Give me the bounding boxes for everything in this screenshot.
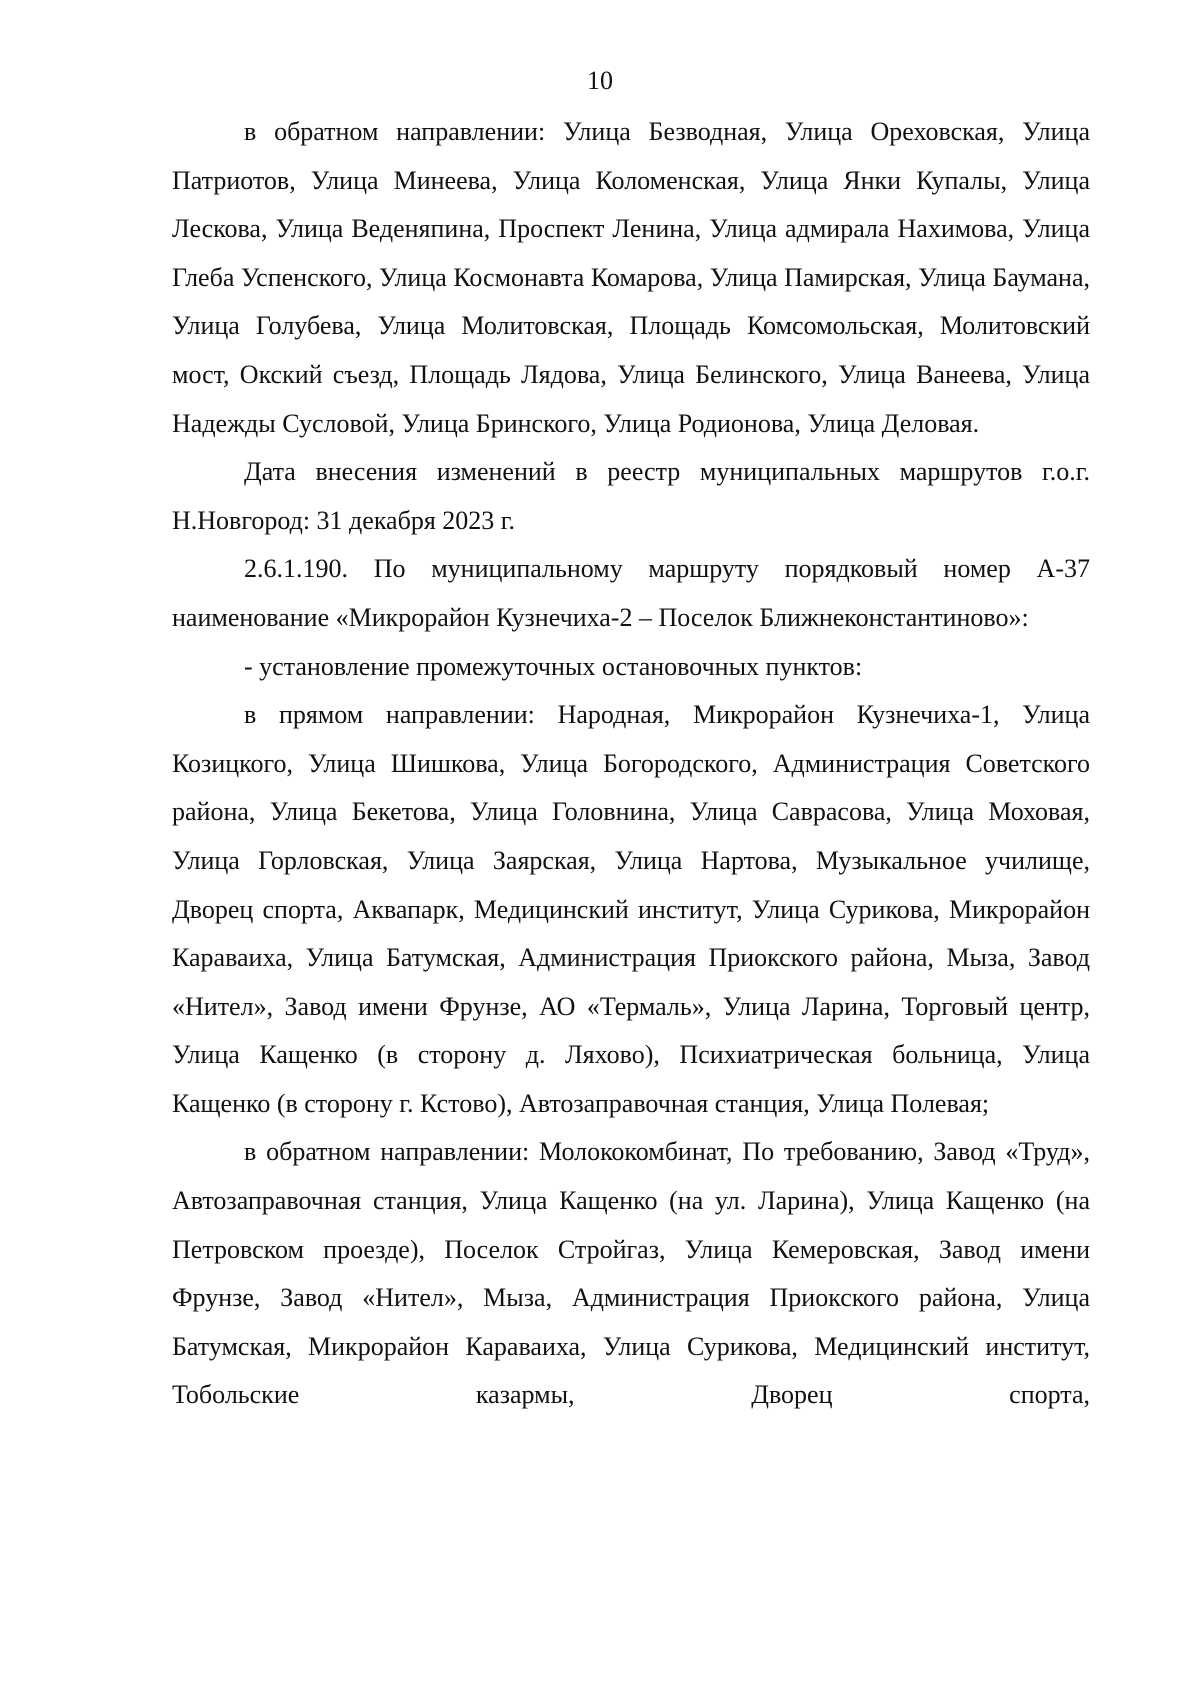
paragraph-route-a37-heading: 2.6.1.190. По муниципальному маршруту порядковый номер А-37 наименование «Микрорайон Кузнечиха-2 – Поселок Ближнеконстантиново»:: [172, 554, 1090, 632]
paragraph-reverse-direction-stops: в обратном направлении: Улица Безводная, Улица Ореховская, Улица Патриотов, Улица Минеева, Улица Коломенская, Улица Янки Купалы, Улица Лескова, Улица Веденяпина, Проспект Ленина, Улица адмирала Нахимова, Улица Глеба Успенского, Улица Космонавта Комарова, Улица Памирская, Улица Баумана, Улица Голубева, Улица Молитовская, Площадь Комсомольская, Молитовский мост, Окский съезд, Площадь Лядова, Улица Белинского, Улица Ванеева, Улица Надежды Сусловой, Улица Бринского, Улица Родионова, Улица Деловая.: [172, 117, 1090, 438]
page-number: 10: [587, 66, 613, 95]
document-body: [172, 108, 1090, 1420]
paragraph-reverse-direction-stops-continued: в обратном направлении: Молококомбинат, По требованию, Завод «Труд», Автозаправочная станция, Улица Кащенко (на ул. Ларина), Улица Кащенко (на Петровском проезде), Поселок Стройгаз, Улица Кемеровская, Завод имени Фрунзе, Завод «Нител», Мыза, Администрация Приокского района, Улица Батумская, Микрорайон Караваиха, Улица Сурикова, Медицинский институт, Тобольские казармы, Дворец спорта,: [172, 1137, 1090, 1410]
paragraph-registry-change-date: Дата внесения изменений в реестр муниципальных маршрутов г.о.г. Н.Новгород: 31 декабря 2023 г.: [172, 457, 1090, 535]
paragraph-intermediate-stops-intro: - установление промежуточных остановочных пунктов:: [244, 651, 863, 681]
paragraph-forward-direction-stops: в прямом направлении: Народная, Микрорайон Кузнечиха-1, Улица Козицкого, Улица Шишкова, Улица Богородского, Администрация Советского района, Улица Бекетова, Улица Головнина, Улица Саврасова, Улица Моховая, Улица Горловская, Улица Заярская, Улица Нартова, Музыкальное училище, Дворец спорта, Аквапарк, Медицинский институт, Улица Сурикова, Микрорайон Караваиха, Улица Батумская, Администрация Приокского района, Мыза, Завод «Нител», Завод имени Фрунзе, АО «Термаль», Улица Ларина, Торговый центр, Улица Кащенко (в сторону д. Ляхово), Психиатрическая больница, Улица Кащенко (в сторону г. Кстово), Автозаправочная станция, Улица Полевая;: [172, 700, 1090, 1118]
